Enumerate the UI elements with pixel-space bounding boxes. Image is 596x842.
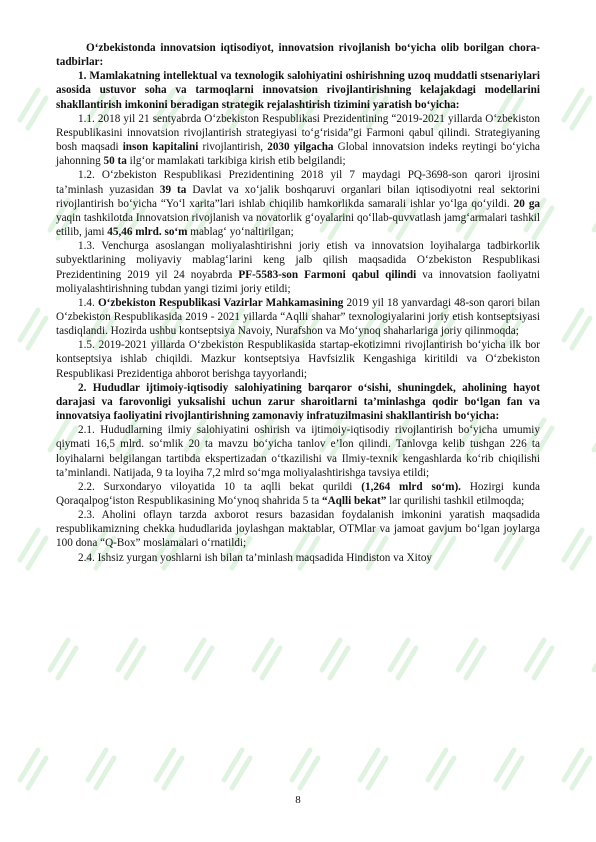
watermark-stroke: [156, 750, 182, 788]
item-2-2-run: Hozirgi kunda Qoraqalpog‘iston Respublikasining Mo‘ynoq shahrida 5 ta: [56, 480, 540, 507]
item-1-2-run: 20 ga: [513, 197, 540, 210]
watermark-stroke: [496, 750, 522, 788]
item-1-1-run: 2030 yilgacha: [267, 141, 334, 154]
section-2-heading: [56, 381, 540, 423]
item-1-4: [56, 296, 540, 338]
section-1-heading: [56, 69, 540, 111]
item-1-1-run: 50 ta: [103, 155, 127, 168]
item-1-4-run: O‘zbekiston Respublikasi Vazirlar Mahkamasining: [97, 296, 344, 309]
intro-heading-run: O‘zbekistonda innovatsion iqtisodiyot, innovatsion rivojlanish bo‘yicha olib borilgan chora-tadbirlar:: [56, 42, 540, 69]
intro-heading: [56, 41, 540, 69]
watermark-stroke: [526, 640, 552, 678]
watermark-stroke: [564, 750, 590, 788]
watermark-stroke: [186, 640, 212, 678]
item-1-1-run: inson kapitalini: [122, 141, 199, 154]
item-1-3-run: 1.3. Venchurga asoslangan moliyalashtirishni joriy etish va innovatsion loyihalarga tadbirkorlik subyektlarining moliyaviy mablag‘larini keng jalb qilish maqsadida O‘zbekiston Respublikasi Prezidentining 2019 yil 24 noyabrda: [56, 240, 540, 281]
section-2-heading-run: 2. Hududlar ijtimoiy-iqtisodiy salohiyatining barqaror o‘sishi, shuningdek, aholining hayot darajasi va farovonligi yuksalishi uchun zarur sharoitlarni ta’minlashga qodir bo‘lgan fan va innovatsiya faoliyatini rivojlantirishning zamonaviy infratuzilmasini shakllantirish bo‘yicha:: [56, 381, 540, 423]
item-1-3: [56, 239, 540, 296]
watermark-stroke: [20, 310, 46, 348]
item-1-2-run: yaqin tashkilotda Innovatsion rivojlanish va novatorlik g‘oyalarini qo‘llab-quvvatlash jamg‘armalari tashkil etilib, jami: [56, 211, 540, 239]
item-2-2-run: “Aqlli bekat”: [321, 495, 387, 507]
item-2-4: [56, 551, 540, 565]
item-2-2-run: (1,264 mlrd so‘m).: [361, 480, 461, 493]
item-2-3-run: 2.3. Aholini oflayn tarzda axborot resurs bazasidan foydalanish imkonini yaratish maqsadida respublikamizning chekka hududlarida joylashgan maktablar, OTMlar va jamoat gavjum bo‘lgan joylarga 100 dona “Q-Box” moslamalari o‘rnatildi;: [56, 509, 540, 550]
watermark-stroke: [458, 640, 484, 678]
watermark-stroke: [564, 310, 590, 348]
watermark-stroke: [224, 750, 250, 788]
item-1-1-run: Global innovatsion indeks reytingi bo‘yicha jahonning: [56, 141, 541, 168]
item-1-1-run: ilg‘or mamlakati tarkibiga kirish etib belgilandi;: [126, 155, 346, 168]
item-2-1-run: 2.1. Hududlarning ilmiy salohiyatini oshirish va ijtimoiy-iqtisodiy rivojlantirish bo‘yicha umumiy qiymati 16,5 mlrd. so‘mlik 20 ta mavzu bo‘yicha tanlov e’lon qilindi. Tanlovga kelib tushgan 226 ta loyihalarni belgilangan tartibda ekspertizadan o‘tkazilishi va Ilmiy-texnik kengashlarda ko‘rib chiqilishi ta’minlandi. Natijada, 9 ta loyiha 7,2 mlrd so‘mga moliyalashtirishga tavsiya etildi;: [56, 424, 540, 479]
item-1-3-run: PF-5583-son Farmoni qabul qilindi: [238, 268, 417, 281]
watermark-stroke: [390, 640, 416, 678]
watermark-stroke: [360, 750, 386, 788]
item-1-1: [56, 112, 540, 169]
watermark-stroke: [254, 640, 280, 678]
watermark-stroke: [118, 640, 144, 678]
item-2-3: [56, 508, 540, 550]
item-1-5-run: 1.5. 2019-2021 yillarda O‘zbekiston Respublikasida startap-ekotizimni rivojlantirish bo‘yicha ilk bor kontseptsiya ishlab chiqildi. Mazkur kontseptsiya Havfsizlik Kengashiga kiritildi va O‘zbekiston Respublikasi Prezidentiga ahborot berishga tayyorlandi;: [56, 339, 540, 380]
watermark-stroke: [88, 750, 114, 788]
watermark-stroke: [428, 750, 454, 788]
item-1-2: [56, 168, 540, 239]
document-body: [56, 41, 540, 565]
section-1-heading-run: 1. Mamlakatning intellektual va texnologik salohiyatini oshirishning uzoq muddatli stsenariylari asosida ustuvor soha va tarmoqlarni innovatsion rivojlantirishning kelajakdagi modellarini shakllantirish imkonini beradigan strategik rejalashtirish tizimini yaratish bo‘yicha:: [56, 70, 540, 111]
item-2-2-run: 2.2. Surxondaryo viloyatida 10 ta aqlli bekat qurildi: [78, 480, 362, 493]
item-1-1-run: rivojlantirish,: [198, 141, 268, 154]
item-1-2-run: Davlat va xo‘jalik boshqaruvi organlari bilan iqtisodiyotni real sektorini rivojlantirish bo‘yicha “Yo‘l xarita”lari ishlab chiqilib hamkorlikda samarali ishlar yo‘lga qo‘yildi.: [56, 183, 540, 210]
item-1-4-run: 1.4.: [78, 296, 98, 309]
item-1-2-run: 39 ta: [159, 183, 187, 196]
item-2-2: [56, 480, 540, 508]
item-2-4-run: 2.4. Ishsiz yurgan yoshlarni ish bilan ta’minlash maqsadida Hindiston va Xitoy: [78, 551, 433, 564]
item-1-2-run: 45,46 mlrd. so‘m: [107, 226, 188, 239]
watermark-stroke: [564, 530, 590, 568]
item-2-2-run: lar qurilishi tashkil etilmoqda;: [386, 495, 525, 507]
item-1-5: [56, 338, 540, 380]
item-1-2-run: 1.2. O‘zbekiston Respublikasi Prezidentining 2018 yil 7 maydagi PQ-3698-son qarori ijrosini ta’minlash yuzasidan: [56, 169, 540, 196]
item-1-1-run: 1.1. 2018 yil 21 sentyabrda O‘zbekiston Respublikasi Prezidentining “2019-2021 yillarda O‘zbekiston Respublikasini innovatsion rivojlantirish strategiyasi to‘g‘risida”gi Farmoni qabul qilindi. Strategiyaning bosh maqsadi: [56, 112, 540, 154]
watermark-stroke: [292, 750, 318, 788]
item-1-4-run: 2019 yil 18 yanvardagi 48-son qarori bilan O‘zbekiston Respublikasida 2019 - 2021 yillarda “Aqlli shahar” texnologiyalarini joriy etish kontseptsiyasi tasdiqlandi. Hozirda ushbu kontseptsiya Navoiy, Nurafshon va Mo‘ynoq shaharlariga joriy qilinmoqda;: [56, 296, 541, 338]
page-number: 8: [295, 794, 301, 806]
watermark-stroke: [20, 750, 46, 788]
watermark-stroke: [322, 640, 348, 678]
watermark-stroke: [50, 640, 76, 678]
watermark-stroke: [564, 90, 590, 128]
item-1-2-run: mablag‘ yo‘naltirilgan;: [187, 226, 294, 239]
watermark-stroke: [20, 90, 46, 128]
item-2-1: [56, 423, 540, 480]
item-1-3-run: va innovatsion faoliyatni moliyalashtirishning tubdan yangi tizimi joriy etildi;: [56, 268, 540, 295]
watermark-stroke: [20, 530, 46, 568]
